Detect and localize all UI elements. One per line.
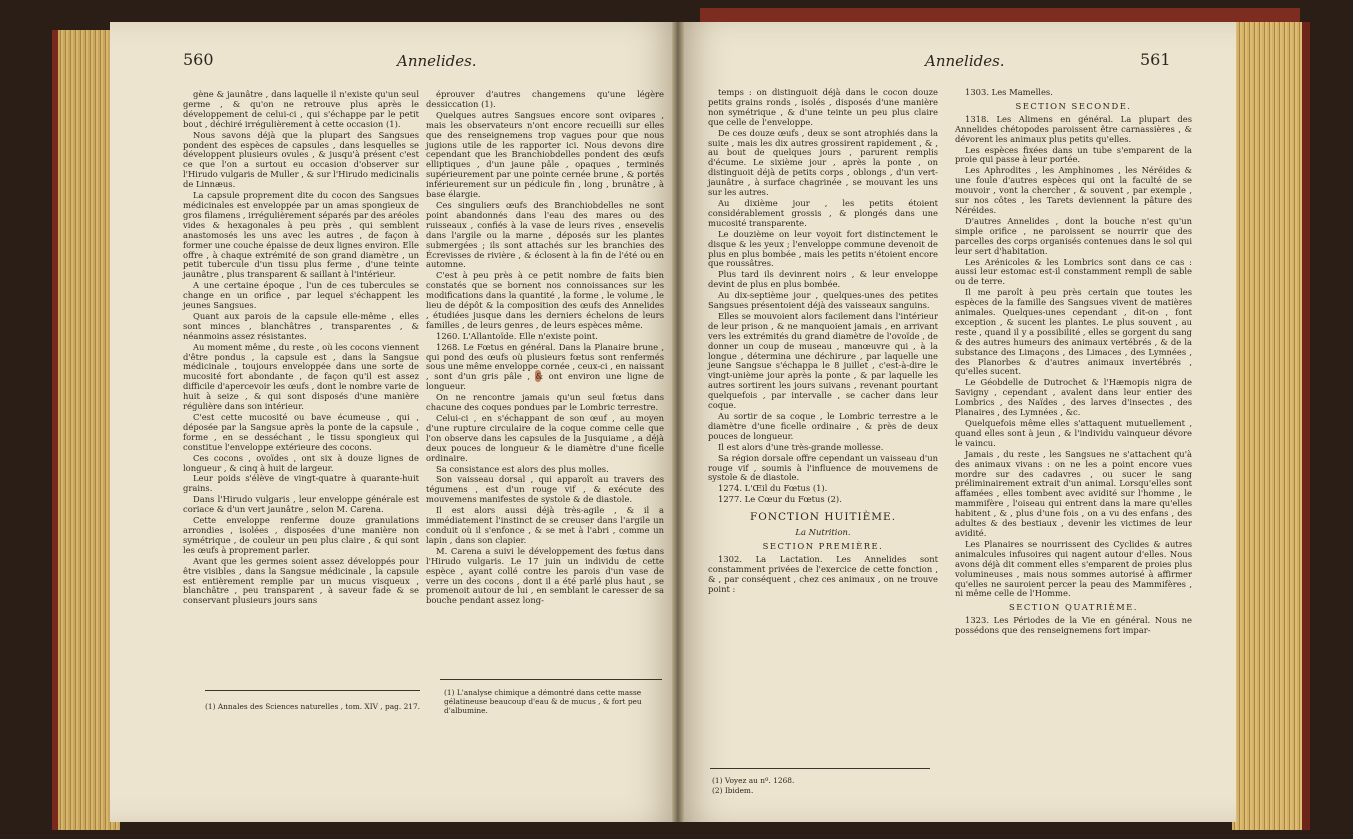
- paragraph: C'est à peu près à ce petit nombre de faits bien constatés que se bornent nos connoissances sur les modifications dans la quantité , la forme , le volume , le lieu de dépôt & la composition des œufs des Annelides , étudiées jusque dans les derniers échelons de leurs familles , de leurs genres , de leurs espèces même.: [426, 270, 664, 330]
- footnote-rule: [710, 768, 930, 769]
- right-column-2: [955, 88, 1192, 637]
- left-page-number: 560: [183, 50, 214, 69]
- right-column-1: [708, 88, 938, 596]
- left-running-head: Annelides.: [397, 52, 477, 70]
- paragraph: Au sortir de sa coque , le Lombric terrestre a le diamètre d'une ficelle ordinaire , & près de deux pouces de longueur.: [708, 411, 938, 441]
- footnote: (1) Annales des Sciences naturelles , tom. XIV , pag. 217.: [205, 702, 421, 711]
- paragraph: Nous savons déjà que la plupart des Sangsues pondent des espèces de capsules , dans lesquelles se développent plusieurs ovules , & jusqu'à présent c'est ce que l'on a surtout eu occasion d'observer sur l'Hirudo vulgaris de Muller , & sur l'Hirudo medicinalis de Linnæus.: [183, 129, 419, 190]
- paragraph: Il est alors d'une très-grande mollesse.: [718, 441, 884, 452]
- paragraph: Jamais , du reste , les Sangsues ne s'attachent qu'à des animaux vivans : on ne les a point encore vues mordre sur des cadavres , ou sucer le sang préliminairement extrait d'un animal. Lorsqu'elles sont affamées , elles tombent avec avidité sur l'homme , le mammifère , l'oiseau qui entrent dans la mare qu'elles habitent , & , plus d'une fois , on a vu des enfans , des adultes & des bestiaux , devenir les victimes de leur avidité.: [955, 448, 1192, 538]
- paragraph: Ces singuliers œufs des Branchiobdelles ne sont point abandonnés dans l'eau des mares ou des ruisseaux , confiés à la vase de leurs rives , ensevelis dans l'argile ou la marne , déposés sur les plantes submergées ; ils sont attachés sur les branchies des Écrevisses de rivière , & éclosent à la fin de l'été ou en automne.: [426, 199, 664, 270]
- paragraph: 1268. Le Fœtus en général. Dans la Planaire brune , qui pond des œufs où plusieurs fœtus sont renfermés sous une même enveloppe cornée , ceux-ci , en naissant , sont d'un gris pâle , & ont environ une ligne de longueur.: [426, 341, 664, 392]
- book-gutter: [672, 22, 684, 822]
- right-page-number: 561: [1140, 50, 1171, 69]
- paragraph: 1274. L'Œil du Fœtus (1).: [718, 483, 828, 494]
- paragraph: Sa consistance est alors des plus molles.: [436, 463, 609, 474]
- right-running-head: Annelides.: [925, 52, 1005, 70]
- paragraph: Celui-ci , en s'échappant de son œuf , au moyen d'une rupture circulaire de la coque comme celle que l'on observe dans les capsules de la Jusquiame , a déjà deux pouces de longueur & le diamètre d'une ficelle ordinaire.: [426, 413, 664, 463]
- paragraph: Les Planaires se nourrissent des Cyclides & autres animalcules infusoires qui nagent autour d'elles. Nous avons déjà dit comment elles s'emparent de proies plus volumineuses , mais nous sommes autorisé à affirmer qu'elles ne sauroient percer la peau des Mammifères , ni même celle de l'Homme.: [955, 538, 1192, 599]
- footnote: (1) L'analyse chimique a démontré dans cette masse gélatineuse beaucoup d'eau & de mucus , & fort peu d'albumine.: [444, 688, 642, 715]
- paragraph: 1260. L'Allantoïde. Elle n'existe point.: [436, 330, 598, 341]
- paragraph: Il me paroît à peu près certain que toutes les espèces de la famille des Sangsues vivent de matières animales. Quelques-unes cependant , dit-on , font exception , & sucent les plantes. Le plus souvent , au reste , quand il y a possibilité , elles se gorgent du sang & des autres humeurs des animaux vertébrés , & de la substance des Limaçons , des Limaces , des Lymnées , des Planorbes & d'autres animaux invertébrés , qu'elles sucent.: [955, 287, 1192, 377]
- paragraph: Le douzième on leur voyoit fort distinctement le disque & les yeux ; l'enveloppe commune devenoit de plus en plus bombée , mais les petits n'étoient encore que roussâtres.: [708, 228, 938, 269]
- footnote-rule: [205, 690, 420, 691]
- paragraph: Dans l'Hirudo vulgaris , leur enveloppe générale est coriace & d'un vert jaunâtre , selon M. Carena.: [183, 494, 419, 515]
- chapter-heading: FONCTION HUITIÈME.: [749, 511, 897, 524]
- paragraph: temps : on distinguoit déjà dans le cocon douze petits grains ronds , isolés , disposés d'une manière non symétrique , & d'une teinte un peu plus claire que celle de l'enveloppe.: [708, 87, 938, 127]
- section-heading: SECTION PREMIÈRE.: [762, 540, 884, 551]
- paragraph: Plus tard ils devinrent noirs , & leur enveloppe devint de plus en plus bombée.: [708, 269, 938, 290]
- paragraph: Avant que les germes soient assez développés pour être visibles , dans la Sangsue médicinale , la capsule est entièrement remplie par un mucus visqueux , blanchâtre , peu transparent , à saveur fade & se conservant plusieurs jours sans: [183, 555, 419, 606]
- paragraph: A une certaine époque , l'un de ces tubercules se change en un orifice , par lequel s'échappent les jeunes Sangsues.: [183, 280, 419, 311]
- paragraph: M. Carena a suivi le développement des fœtus dans l'Hirudo vulgaris. Le 17 juin un individu de cette espèce , ayant collé contre les parois d'un vase de verre un des cocons , dont il a été parlé plus haut , se promenoit autour de lui , en semblant le caresser de sa bouche pendant assez long-: [426, 545, 664, 606]
- paragraph: Ces cocons , ovoïdes , ont six à douze lignes de longueur , & cinq à huit de largeur.: [183, 452, 419, 473]
- paragraph: Quelques autres Sangsues encore sont ovipares , mais les observateurs n'ont encore recueilli sur elles que des renseignemens trop vagues pour que nous jugions utile de les rapporter ici. Nous devons dire cependant que les Branchiobdelles pondent des œufs elliptiques , d'un jaune pâle , opaques , terminés supérieurement par une pointe cernée brune , & portés inférieurement sur un pédicule fin , long , brunâtre , à base élargie.: [426, 109, 664, 200]
- left-column-2: [426, 90, 664, 607]
- paragraph: Les Aphrodites , les Amphinomes , les Néréides & une foule d'autres espèces qui ont la faculté de se mouvoir , vont la chercher , & souvent , par exemple , sur nos côtes , les Tarets deviennent la pâture des Néréides.: [955, 165, 1192, 215]
- paragraph: Quelquefois même elles s'attaquent mutuellement , quand elles sont à jeun , & l'individu vainqueur dévore le vaincu.: [955, 418, 1192, 448]
- footnote: (2) Ibidem.: [712, 786, 754, 795]
- paragraph: Il est alors aussi déjà très-agile , & il a immédiatement l'instinct de se creuser dans l'argile un conduit où il s'enfonce , & se met à l'abri , comme un lapin , dans son clapier.: [426, 505, 664, 545]
- section-heading: SECTION SECONDE.: [1015, 100, 1132, 111]
- paragraph: Au dix-septième jour , quelques-unes des petites Sangsues présentoient déjà des vaisseaux sanguins.: [708, 290, 938, 311]
- paragraph: Les espèces fixées dans un tube s'emparent de la proie qui passe à leur portée.: [955, 144, 1192, 165]
- paragraph: Elles se mouvoient alors facilement dans l'intérieur de leur prison , & ne manquoient jamais , en arrivant vers les extrémités du grand diamètre de l'ovoïde , de donner un coup de museau , manœuvre qui , à la longue , détermina une déchirure , par laquelle une jeune Sangsue s'échappa le 8 juillet , c'est-à-dire le vingt-unième jour après la ponte , & par laquelle les autres sortirent les jours suivans , revenant pourtant quelquefois , par intervalle , se cacher dans leur coque.: [708, 310, 938, 411]
- paragraph: 1302. La Lactation. Les Annelides sont constamment privées de l'exercice de cette fonction , & , par conséquent , chez ces animaux , on ne trouve point :: [708, 553, 938, 594]
- right-page-edges: [1232, 22, 1310, 830]
- footnote-rule: [440, 679, 662, 680]
- paragraph: De ces douze œufs , deux se sont atrophiés dans la suite , mais les dix autres grossirent rapidement , & , au bout de quelques jours , parurent remplis d'écume. Le sixième jour , après la ponte , on distinguoit déjà de petits corps , oblongs , d'un vert-jaunâtre , à surface chagrinée , se mouvant les uns sur les autres.: [708, 127, 938, 198]
- paragraph: Au dixième jour , les petits étoient considérablement grossis , & plongés dans une mucosité transparente.: [708, 197, 938, 228]
- paragraph: C'est cette mucosité ou bave écumeuse , qui , déposée par la Sangsue après la ponte de la capsule , forme , en se desséchant , le tissu spongieux qui constitue l'enveloppe extérieure des cocons.: [183, 412, 419, 452]
- section-heading: SECTION QUATRIÈME.: [1009, 602, 1138, 613]
- paragraph: Sa région dorsale offre cependant un vaisseau d'un rouge vif , soumis à l'influence de mouvemens de systole & de diastole.: [708, 452, 938, 483]
- paragraph: Quant aux parois de la capsule elle-même , elles sont minces , blanchâtres , transparentes , & néanmoins assez résistantes.: [183, 310, 419, 341]
- paragraph: éprouver d'autres changemens qu'une légère dessiccation (1).: [426, 89, 664, 109]
- chapter-subheading: La Nutrition.: [795, 527, 851, 538]
- paragraph: Cette enveloppe renferme douze granulations arrondies , isolées , disposées d'une manière non symétrique , de couleur un peu plus claire , & qui sont les œufs à proprement parler.: [183, 515, 419, 555]
- paragraph: D'autres Annelides , dont la bouche n'est qu'un simple orifice , ne paroissent se nourrir que des parcelles des corps organisés contenues dans le sol qui leur sert d'habitation.: [955, 215, 1192, 256]
- paragraph: Son vaisseau dorsal , qui apparoît au travers des tégumens , est d'un rouge vif , & exécute des mouvemens manifestes de systole & de diastole.: [426, 474, 664, 505]
- paragraph: gène & jaunâtre , dans laquelle il n'existe qu'un seul germe , & qu'on ne retrouve plus après le développement de celui-ci , qui s'échappe par le petit bout , déchiré irrégulièrement à cette occasion (1).: [183, 89, 419, 129]
- paragraph: Leur poids s'élève de vingt-quatre à quarante-huit grains.: [183, 473, 419, 494]
- footnote: (1) Voyez au nº. 1268.: [712, 776, 795, 785]
- paragraph: 1318. Les Alimens en général. La plupart des Annelides chétopodes paroissent être carnassières , & dévorent les animaux plus petits qu'elles.: [955, 113, 1192, 144]
- paragraph: 1277. Le Cœur du Fœtus (2).: [718, 494, 842, 505]
- paragraph: 1323. Les Périodes de la Vie en général. Nous ne possédons que des renseignemens fort impar-: [955, 615, 1192, 636]
- paragraph: La capsule proprement dite du cocon des Sangsues médicinales est enveloppée par un amas spongieux de gros filamens , irrégulièrement séparés par des aréoles vides & hexagonales à peu près , qui semblent anastomosés les uns avec les autres , de façon à former une couche épaisse de deux lignes environ. Elle offre , à chaque extrémité de son grand diamètre , un petit tubercule d'un tissu plus ferme , d'une teinte jaunâtre , plus transparent & saillant à l'intérieur.: [183, 190, 419, 280]
- left-column-1: [183, 90, 419, 607]
- paragraph: Les Arénicoles & les Lombrics sont dans ce cas : aussi leur estomac est-il constamment rempli de sable ou de terre.: [955, 256, 1192, 287]
- paragraph: 1303. Les Mamelles.: [965, 87, 1053, 97]
- paragraph: Le Géobdelle de Dutrochet & l'Hæmopis nigra de Savigny , cependant , avalent dans leur entier des Lombrics , des Naïdes , des larves d'insectes , des Planaires , des Lymnées , &c.: [955, 377, 1192, 418]
- paragraph: Au moment même , du reste , où les cocons viennent d'être pondus , la capsule est , dans la Sangsue médicinale , toujours enveloppée dans une sorte de mucosité fort abondante , de façon qu'il est assez difficile d'apercevoir les œufs , dont le nombre varie de huit à seize , & qui sont disposés d'une manière régulière dans son intérieur.: [183, 341, 419, 412]
- paragraph: On ne rencontre jamais qu'un seul fœtus dans chacune des coques pondues par le Lombric terrestre.: [426, 392, 664, 413]
